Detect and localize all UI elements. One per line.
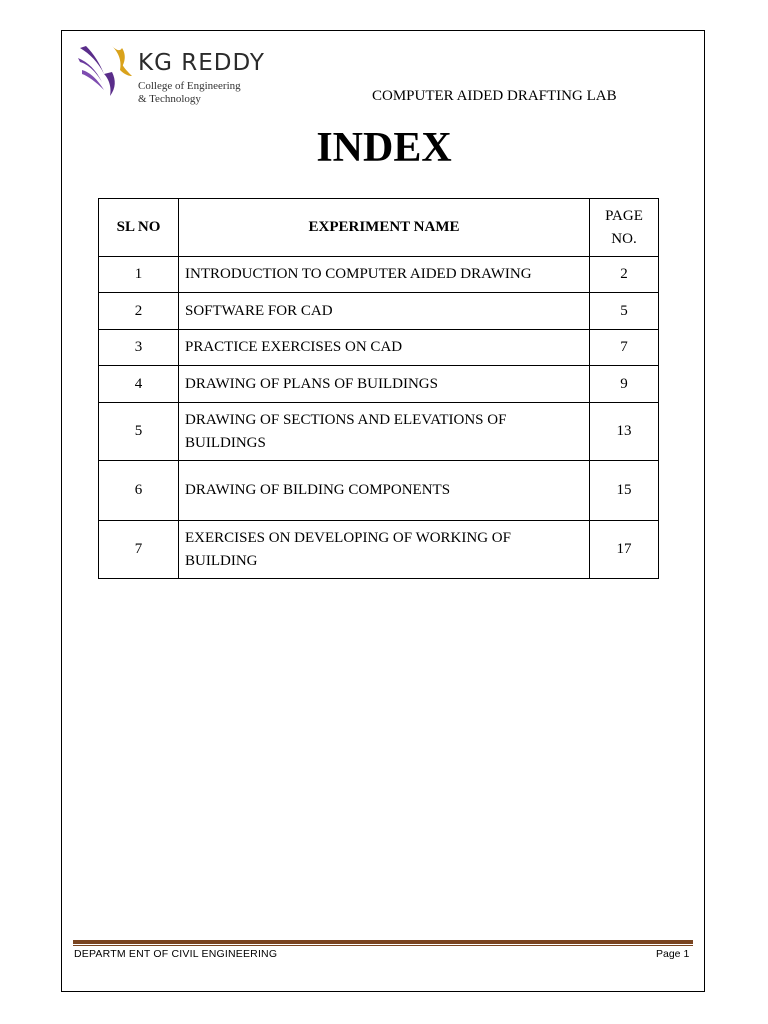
header-experiment-name: EXPERIMENT NAME [179,199,590,257]
page-title: INDEX [316,125,452,171]
header-sl-no: SL NO [99,199,179,257]
row-sl: 5 [99,403,179,461]
table-row [99,461,659,521]
row-sl: 2 [99,293,179,330]
footer-department: DEPARTM ENT OF CIVIL ENGINEERING [74,948,278,960]
row-experiment-name: DRAWING OF BILDING COMPONENTS [179,461,590,521]
table-row [99,293,659,330]
row-experiment-name: DRAWING OF SECTIONS AND ELEVATIONS OF BUILDINGS [179,403,590,461]
logo-name: KG REDDY [138,50,265,76]
row-page: 9 [590,366,659,403]
header-page-line2: NO. [611,230,637,247]
row-experiment-name: INTRODUCTION TO COMPUTER AIDED DRAWING [179,257,590,293]
header-page-line1: PAGE [605,207,643,224]
table-header-row [99,199,659,257]
row-page: 15 [590,461,659,521]
logo-subtitle-line1: College of Engineering [138,80,241,92]
row-page: 5 [590,293,659,330]
header-page-no [590,199,659,257]
logo-subtitle-line2: & Technology [138,93,201,105]
table-row [99,366,659,403]
table-row [99,403,659,461]
footer-page-number: Page 1 [656,948,690,960]
row-sl: 7 [99,521,179,579]
footer-divider-thin [73,945,693,946]
row-experiment-name: DRAWING OF PLANS OF BUILDINGS [179,366,590,403]
row-sl: 6 [99,461,179,521]
row-page: 2 [590,257,659,293]
eagle-emblem-icon [76,42,136,104]
lab-title: COMPUTER AIDED DRAFTING LAB [372,88,617,104]
index-table [98,198,659,579]
table-row [99,521,659,579]
row-experiment-name: SOFTWARE FOR CAD [179,293,590,330]
row-sl: 3 [99,330,179,366]
college-logo [76,42,286,106]
row-sl: 1 [99,257,179,293]
row-page: 17 [590,521,659,579]
row-page: 7 [590,330,659,366]
row-experiment-name: PRACTICE EXERCISES ON CAD [179,330,590,366]
table-row [99,257,659,293]
row-page: 13 [590,403,659,461]
footer-divider-thick [73,940,693,944]
table-row [99,330,659,366]
row-experiment-name: EXERCISES ON DEVELOPING OF WORKING OF BUILDING [179,521,590,579]
row-sl: 4 [99,366,179,403]
